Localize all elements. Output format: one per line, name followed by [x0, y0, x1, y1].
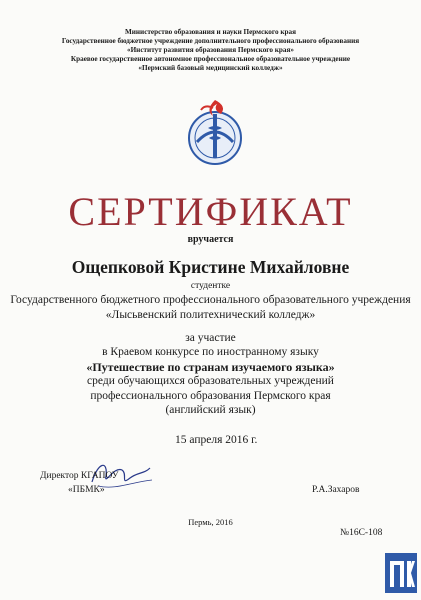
director-organization: «ПБМК»	[68, 485, 105, 495]
participation-line4: среди обучающихся образовательных учреждений	[87, 375, 334, 387]
participation-line2: в Краевом конкурсе по иностранному языку	[102, 346, 319, 358]
institution-line2: «Лысьвенский политехнический колледж»	[105, 309, 316, 321]
recipient-name: Ощепковой Кристине Михайловне	[71, 257, 350, 277]
header-institute-name: «Институт развития образования Пермского края»	[127, 46, 294, 54]
certificate-number: №16С-108	[340, 528, 383, 538]
participation-line6: (английский язык)	[165, 404, 256, 416]
director-name: Р.А.Захаров	[312, 485, 360, 495]
college-emblem-icon	[183, 98, 247, 166]
director-position: Директор КГАПОУ	[40, 471, 119, 481]
header-institution: Государственное бюджетное учреждение дополнительного профессионального образования	[61, 37, 360, 45]
college-logo-icon	[385, 553, 417, 593]
certificate-title: СЕРТИФИКАТ	[68, 189, 353, 234]
contest-name: «Путешествие по странам изучаемого языка»	[86, 360, 335, 374]
institution-line1: Государственного бюджетного профессионального образовательного учреждения	[10, 294, 411, 306]
place-year: Пермь, 2016	[188, 517, 233, 527]
header-ministry: Министерство образования и науки Пермского края	[124, 28, 296, 36]
participation-line1: за участие	[185, 332, 236, 344]
awarded-label: вручается	[187, 234, 234, 245]
participation-line5: профессионального образования Пермского края	[90, 390, 331, 402]
header-college-name: «Пермский базовый медицинский колледж»	[138, 64, 283, 72]
recipient-role: студентке	[190, 281, 231, 291]
certificate-date: 15 апреля 2016 г.	[175, 434, 258, 446]
header-college-type: Краевое государственное автономное профессиональное образовательное учреждение	[70, 55, 351, 63]
